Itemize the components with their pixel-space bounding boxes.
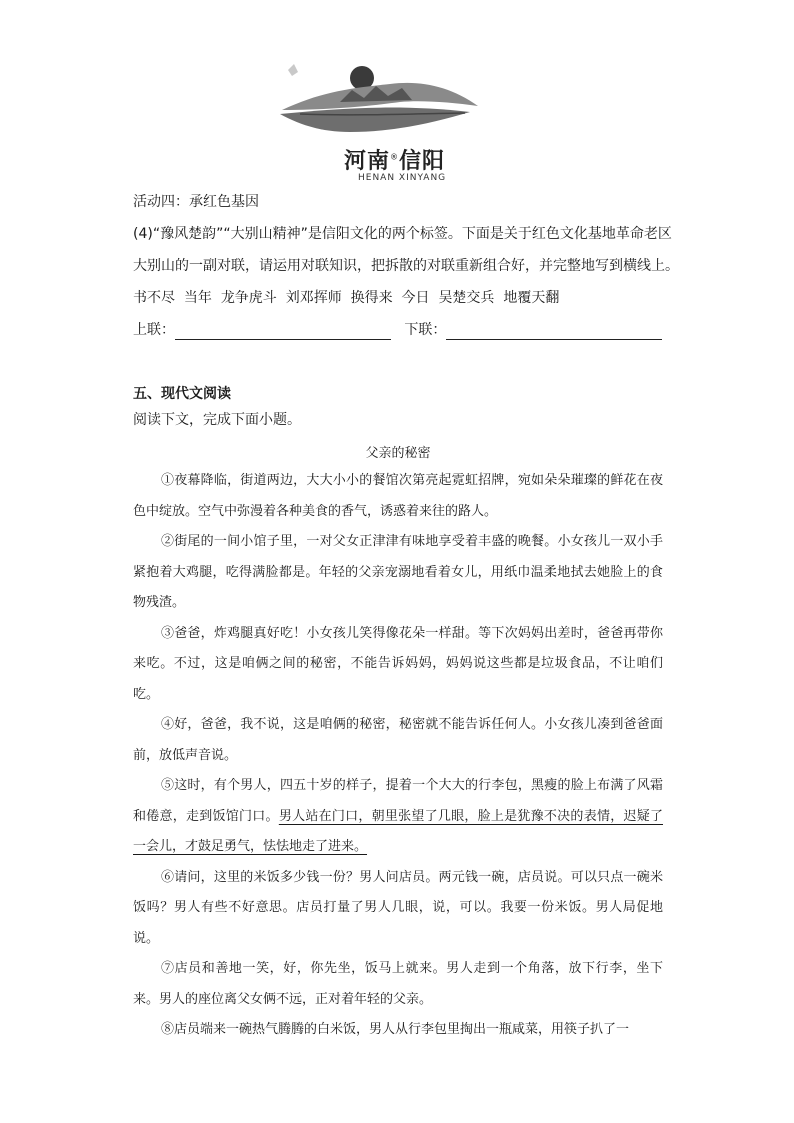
fragment: 地覆天翻 (503, 290, 560, 306)
logo-chinese-text: 河南®信阳 (344, 149, 446, 174)
upper-couplet-blank[interactable] (175, 321, 391, 340)
fragment: 今日 (401, 290, 430, 306)
fragment: 当年 (183, 290, 212, 306)
couplet-fragments (133, 282, 663, 314)
fragment: 书不尽 (133, 290, 175, 306)
question-line-1: (4)“豫风楚韵”“大别山精神”是信阳文化的两个标签。下面是关于红色文化基地革命老区 (133, 226, 672, 242)
activity-title: 活动四：承红色基因 (133, 194, 259, 210)
paragraph-7: ⑦店员和善地一笑，好，你先坐，饭马上就来。男人走到一个角落，放下行李，坐下来。男人的座位离父女俩不远，正对着年轻的父亲。 (133, 961, 663, 1007)
paragraph-2: ②街尾的一间小馆子里，一对父女正津津有味地享受着丰盛的晚餐。小女孩儿一双小手紧抱着大鸡腿，吃得满脸都是。年轻的父亲宠溺地看着女儿，用纸巾温柔地拭去她脸上的食物残渣。 (133, 534, 663, 610)
logo-english-text: HENAN XINYANG (358, 173, 447, 183)
fragment: 换得来 (350, 290, 393, 306)
paragraph-5-text: ⑤这时，有个男人，四五十岁的样子，提着一个大大的行李包，黑瘦的脸上布满了风霜和倦意，走到饭馆门口。 (133, 778, 663, 824)
henan-xinyang-logo (280, 62, 480, 187)
fragment: 刘邓挥师 (285, 290, 342, 306)
upper-couplet-label: 上联： (133, 322, 175, 338)
answer-lines (133, 314, 663, 346)
lower-couplet-blank[interactable] (446, 321, 662, 340)
lower-couplet-label: 下联： (404, 322, 447, 338)
paragraph-3: ③爸爸，炸鸡腿真好吃！小女孩儿笑得像花朵一样甜。等下次妈妈出差时，爸爸再带你来吃。不过，这是咱俩之间的秘密，不能告诉妈妈，妈妈说这些都是垃圾食品，不让咱们吃。 (133, 625, 663, 702)
section-five-heading: 五、现代文阅读 (133, 386, 231, 402)
ink-landscape-icon (280, 62, 480, 147)
paragraph-4: ④好，爸爸，我不说，这是咱俩的秘密，秘密就不能告诉任何人。小女孩儿凑到爸爸面前，放低声音说。 (133, 717, 663, 763)
fragment: 龙争虎斗 (220, 290, 277, 306)
underlined-sentence: 男人站在门口，朝里张望了几眼，脸上是犹豫不决的表情，迟疑了一会儿，才鼓足勇气，怯怯地走了进来。 (133, 808, 663, 854)
section-five-instruction: 阅读下文，完成下面小题。 (133, 412, 301, 428)
paragraph-6: ⑥请问，这里的米饭多少钱一份？男人问店员。两元钱一碗，店员说。可以只点一碗米饭吗？男人有些不好意思。店员打量了男人几眼，说，可以。我要一份米饭。男人局促地说。 (133, 869, 663, 946)
question-line-2: 大别山的一副对联，请运用对联知识，把拆散的对联重新组合好，并完整地写到横线上。 (133, 258, 679, 274)
paragraph-8: ⑧店员端来一碗热气腾腾的白米饭，男人从行李包里掏出一瓶咸菜，用筷子扒了一 (161, 1022, 630, 1037)
fragment: 吴楚交兵 (438, 290, 495, 306)
article-title: 父亲的秘密 (365, 446, 431, 461)
paragraph-1: ①夜幕降临，街道两边，大大小小的餐馆次第亮起霓虹招牌，宛如朵朵璀璨的鲜花在夜色中绽放。空气中弥漫着各种美食的香气，诱惑着来往的路人。 (133, 473, 663, 519)
paragraph-5 (133, 771, 663, 863)
article-body (133, 466, 663, 1046)
